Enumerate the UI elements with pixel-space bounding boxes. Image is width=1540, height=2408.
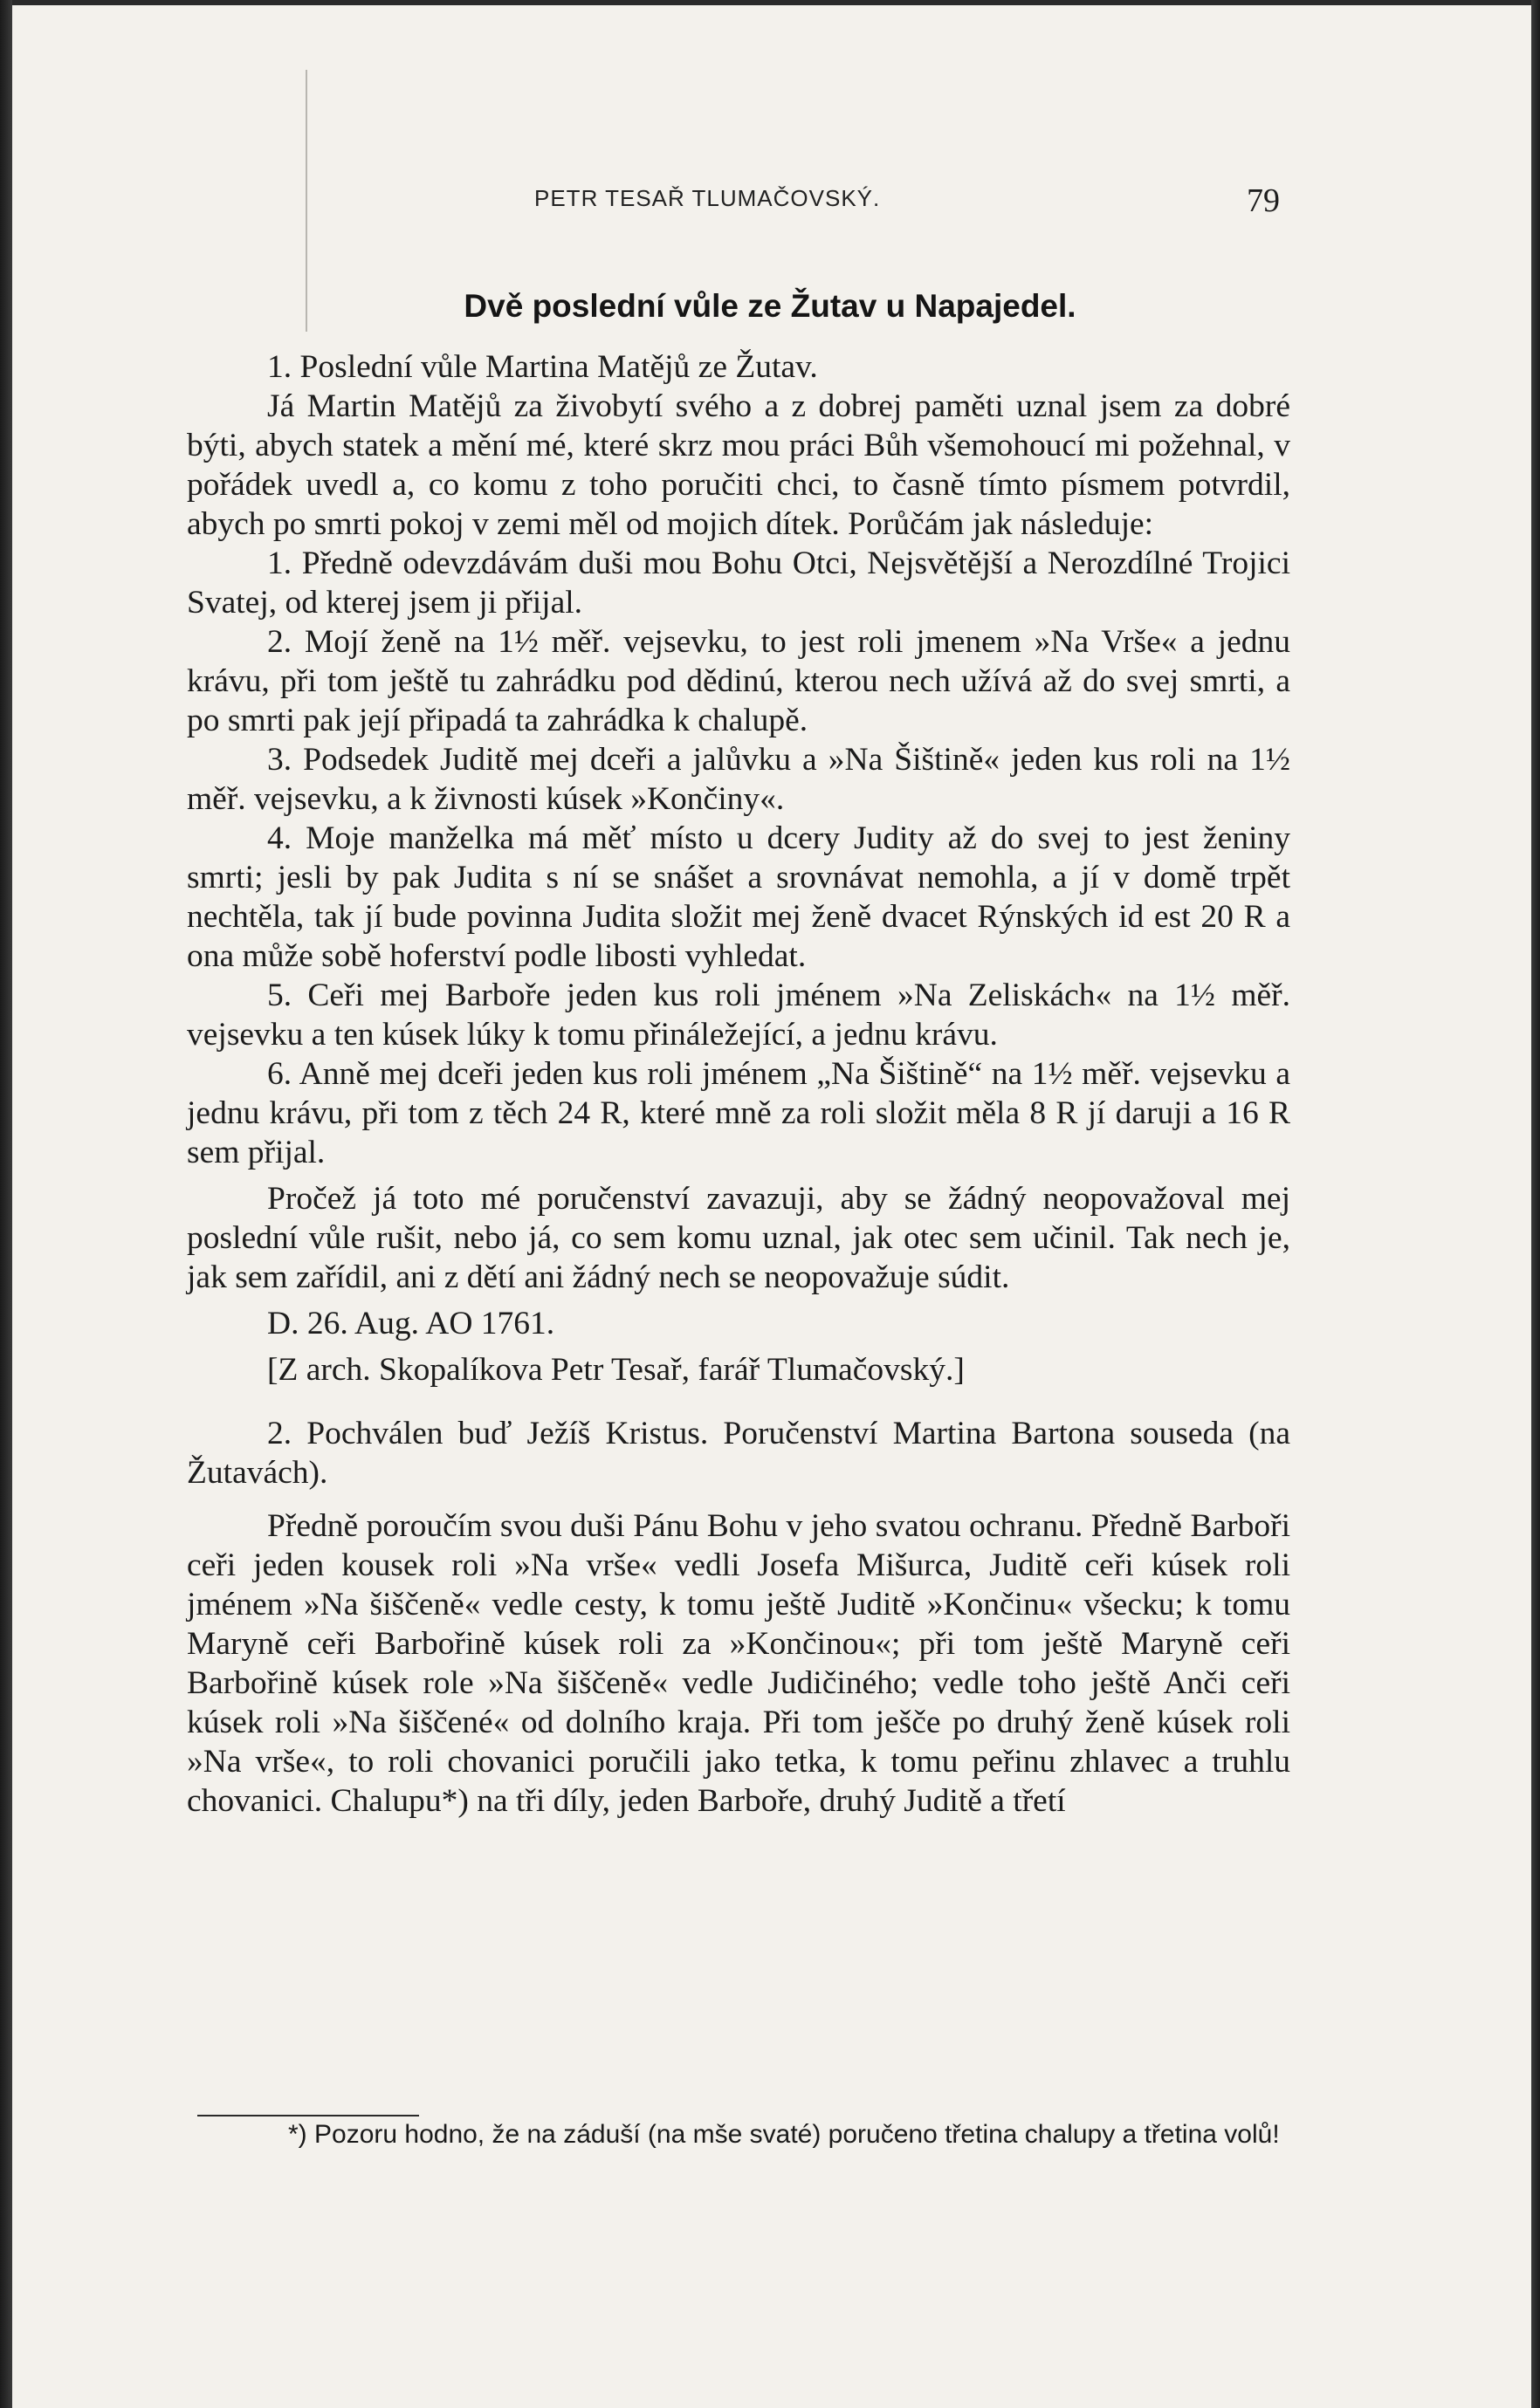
- page-top-edge: [0, 0, 1540, 5]
- paragraph-closing: Pročež já toto mé poručenství zavazuji, aby se žádný neopovažoval mej poslední vůle rušit, nebo já, co sem komu uznal, jak otec sem učinil. Tak nech je, jak sem zařídil, ani z dětí ani žádný nech se neopovažuje súdit.: [187, 1181, 1290, 1295]
- paragraph: Já Martin Matějů za živobytí svého a z dobrej paměti uznal jsem za dobré býti, abych statek a mění mé, které skrz mou práci Bůh všemohoucí mi požehnal, v pořádek uvedl a, co komu z toho poručiti chci, to časně tímto písmem potvrdil, abych po smrti pokoj v zemi měl od mojich dítek. Porůčám jak následuje:: [187, 388, 1290, 542]
- paragraph-item-5: 5. Ceři mej Barboře jeden kus roli jménem »Na Zeliskách« na 1½ měř. vejsevku a ten kúsek lúky k tomu přináležející, a jednu krávu.: [187, 978, 1290, 1053]
- date-line: D. 26. Aug. AO 1761.: [267, 1306, 555, 1341]
- body-text: [187, 347, 1290, 1821]
- paragraph-item-3: 3. Podsedek Juditě mej dceři a jalůvku a »Na Šištině« jeden kus roli na 1½ měř. vejsevku, a k živnosti kúsek »Končiny«.: [187, 742, 1290, 817]
- footnote: *) Pozoru hodno, že na záduší (na mše svaté) poručeno třetina chalupy a třetina volů!: [288, 2120, 1280, 2149]
- section-heading-2: 2. Pochválen buď Ježíš Kristus. Poručenství Martina Bartona souseda (na Žutavách).: [187, 1416, 1290, 1491]
- page-left-edge: [0, 0, 12, 2408]
- page-number: 79: [1247, 182, 1280, 219]
- paragraph-item-1: 1. Předně odevzdávám duši mou Bohu Otci, Nejsvětější a Nerozdílné Trojici Svatej, od kterej jsem ji přijal.: [187, 545, 1290, 621]
- running-title: PETR TESAŘ TLUMAČOVSKÝ.: [534, 185, 881, 211]
- source-note: [Z arch. Skopalíkova Petr Tesař, farář Tlumačovský.]: [267, 1352, 965, 1388]
- section-heading-1: 1. Poslední vůle Martina Matějů ze Žutav.: [267, 349, 818, 385]
- paragraph-item-4: 4. Moje manželka má měť místo u dcery Judity až do svej to jest ženiny smrti; jesli by pak Judita s ní se snášet a srovnávat nemohla, a jí v domě trpět nechtěla, tak jí bude povinna Judita složit mej ženě dvacet Rýnských id est 20 R a ona může sobě hoferství podle libosti vyhledat.: [187, 820, 1290, 974]
- paragraph-item-2: 2. Mojí ženě na 1½ měř. vejsevku, to jest roli jmenem »Na Vrše« a jednu krávu, při tom ještě tu zahrádku pod dědinú, kterou nech užívá až do svej smrti, a po smrti pak její připadá ta zahrádka k chalupě.: [187, 624, 1290, 738]
- paragraph-item-6: 6. Anně mej dceři jeden kus roli jménem „Na Šištině“ na 1½ měř. vejsevku a jednu krávu, při tom z těch 24 R, které mně za roli složit měla 8 R jí daruji a 16 R sem přijal.: [187, 1056, 1290, 1170]
- page-right-edge: [1531, 0, 1540, 2408]
- article-title: Dvě poslední vůle ze Žutav u Napajedel.: [464, 288, 1076, 324]
- footnote-rule: [197, 2115, 419, 2116]
- paragraph: Předně poroučím svou duši Pánu Bohu v jeho svatou ochranu. Předně Barboři ceři jeden kousek roli »Na vrše« vedli Josefa Mišurca, Juditě ceři kúsek roli jménem »Na šiščeně« vedle cesty, k tomu ještě Juditě »Končinu« všecku; k tomu Maryně ceři Barbořině kúsek roli za »Končinou«; při tom ještě Maryně ceři Barbořině kúsek role »Na šiščeně« vedle Judičiného; vedle toho ještě Anči ceři kúsek roli »Na šiščené« od dolního kraja. Při tom ješče po druhý ženě kúsek roli »Na vrše«, to roli chovanici poručili jako tetka, k tomu peřinu zhlavec a truhlu chovanici. Chalupu*) na tři díly, jeden Barboře, druhý Juditě a třetí: [187, 1508, 1290, 1819]
